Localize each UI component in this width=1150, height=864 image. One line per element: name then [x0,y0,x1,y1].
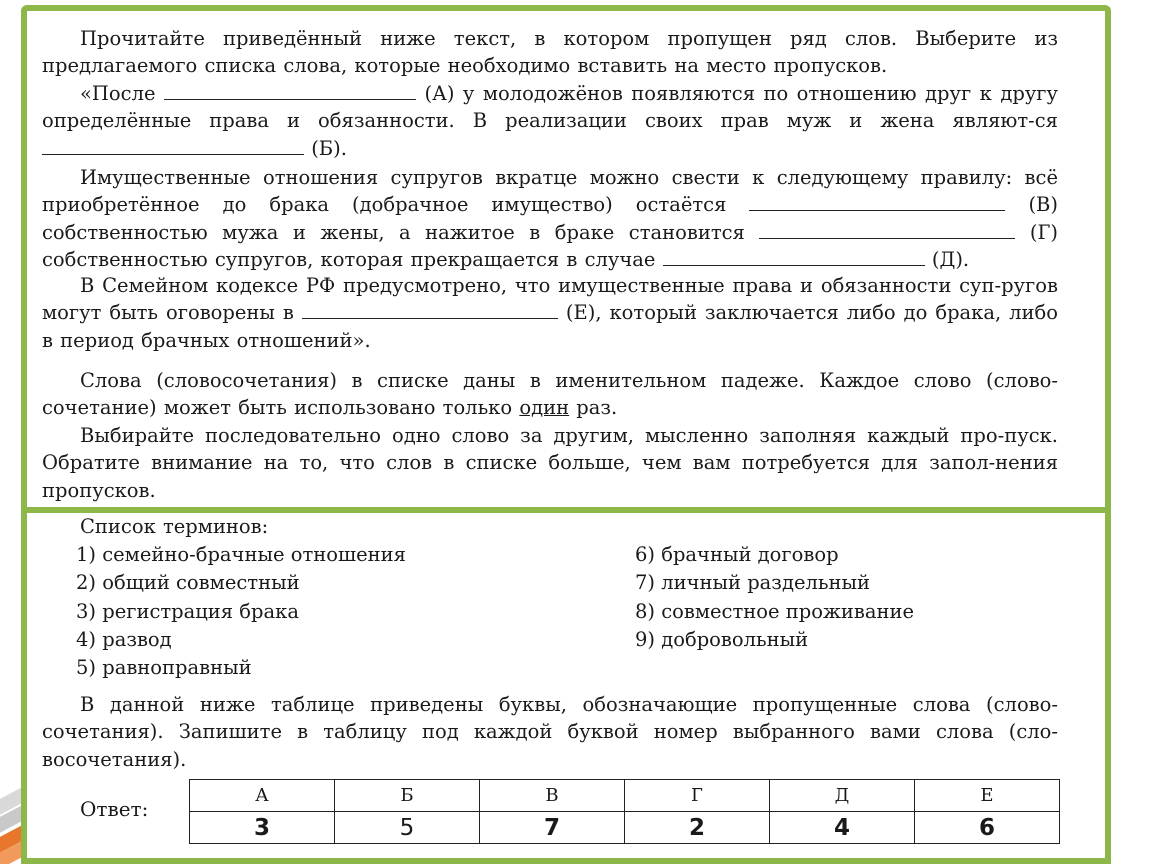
blank-d [663,249,925,266]
letter-cell: Г [625,780,770,812]
words-note: Слова (словосочетания) в списке даны в именительном падеже. Каждое слово (слово-сочетание) может быть использовано только один раз. [42,369,1058,420]
blank-g [759,222,1015,239]
answer-label: Ответ: [80,797,149,821]
blank-b [42,138,304,155]
text-paragraph-1: «После (А) у молодожёнов появляются по отношению друг к другу определённые права и обязанности. В реализации своих прав муж и жена являют-ся (Б). [42,82,1058,160]
choose-instruction: Выбирайте последовательно одно слово за другим, мысленно заполняя каждый про-пуск. Обратите внимание на то, что слов в списке больше, чем вам потребуется для запол-нения пропусков. [42,424,1058,502]
answer-cell[interactable]: 2 [625,812,770,844]
term-item: 2) общий совместный [76,571,300,595]
letter-cell: Б [335,780,480,812]
task-intro: Прочитайте приведённый ниже текст, в котором пропущен ряд слов. Выберите из предлагаемого списка слова, которые необходимо вставить на место пропусков. [42,27,1058,78]
blank-e [302,302,558,319]
letter-cell: Д [770,780,915,812]
answer-letters-row [190,780,1060,812]
text-paragraph-2: Имущественные отношения супругов вкратце можно свести к следующему правилу: всё приобретённое до брака (добрачное имущество) остаётся (В) собственностью мужа и жены, а нажитое в браке становится (Г) собственностью супругов, которая прекращается в случае (Д). [42,166,1059,271]
term-item: 1) семейно-брачные отношения [76,543,406,566]
letter-cell: Е [915,780,1060,812]
answer-cell[interactable]: 5 [335,812,480,844]
term-item: 6) брачный договор [635,543,839,566]
terms-title: Список терминов: [80,515,269,538]
answer-table [189,779,1060,844]
table-instruction: В данной ниже таблице приведены буквы, обозначающие пропущенные слова (слово-сочетания). Запишите в таблицу под каждой буквой номер выбранного вами слова (сло-восочетания). [42,693,1058,771]
answer-cell[interactable]: 4 [770,812,915,844]
term-item: 4) развод [76,627,172,651]
blank-a [164,83,416,100]
letter-cell: В [480,780,625,812]
term-item: 5) равноправный [76,656,252,680]
text-paragraph-3: В Семейном кодексе РФ предусмотрено, что имущественные права и обязанности суп-ругов могут быть оговорены в (Е), который заключается либо до брака, либо в период брачных отношений». [42,274,1059,352]
blank-v [749,194,1005,211]
answer-cell[interactable]: 6 [915,812,1060,844]
term-item: 3) регистрация брака [76,599,299,623]
term-item: 8) совместное проживание [635,599,915,623]
term-item: 7) личный раздельный [635,571,871,595]
answer-cell[interactable]: 3 [190,812,335,844]
answer-cell[interactable]: 7 [480,812,625,844]
terms-list-right [635,541,914,654]
terms-list-left [76,541,406,682]
answer-numbers-row [190,812,1060,844]
letter-cell: А [190,780,335,812]
term-item: 9) добровольный [635,627,809,651]
